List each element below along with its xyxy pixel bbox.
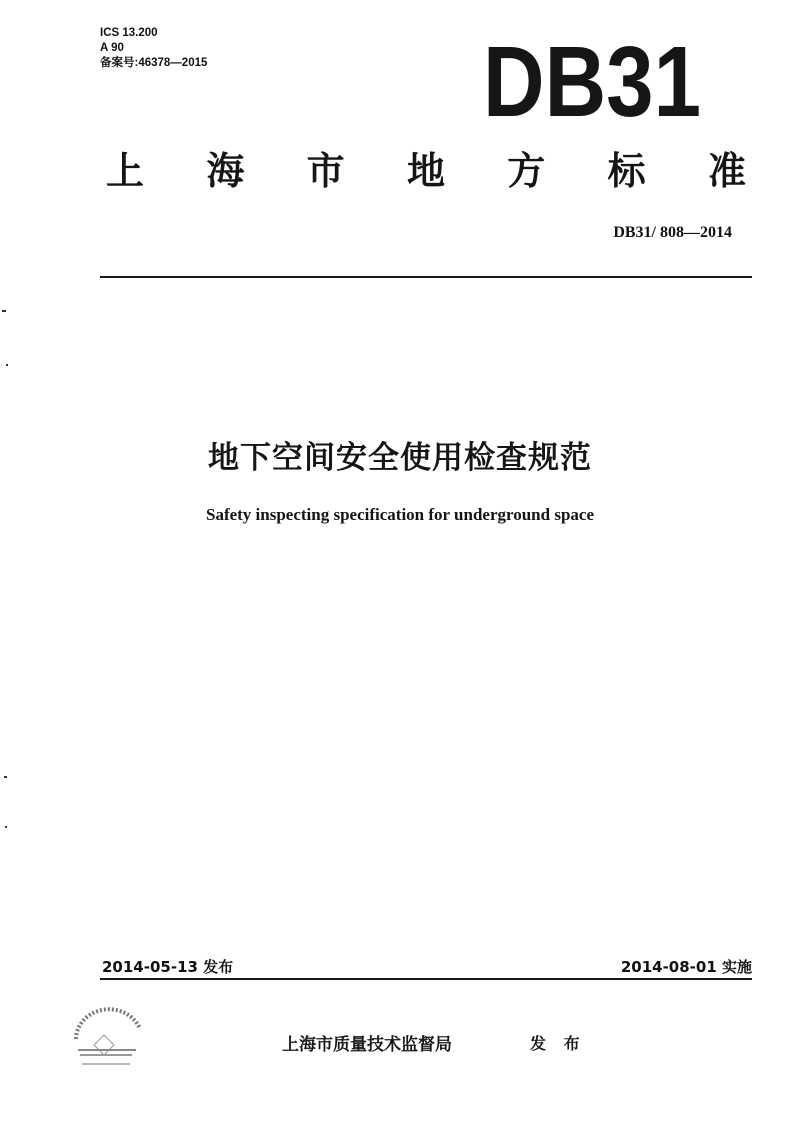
document-title-chinese: 地下空间安全使用检查规范	[208, 440, 592, 476]
scan-speck	[4, 776, 7, 778]
issue-label: 发 布	[530, 1034, 586, 1053]
standard-type-char: 方	[507, 149, 546, 193]
scan-speck	[5, 826, 7, 828]
header-meta	[100, 26, 207, 71]
publish-date: 2014-05-13 发布	[102, 958, 234, 976]
standard-type-char: 准	[707, 149, 746, 193]
standard-type-char: 市	[306, 149, 345, 193]
standard-type-char: 上	[105, 149, 144, 193]
standard-type-char: 标	[607, 149, 646, 193]
standard-type-title	[100, 140, 752, 195]
standard-number: DB31/ 808—2014	[613, 224, 732, 241]
ics-code: ICS 13.200	[100, 27, 158, 39]
registration-stamp	[64, 1005, 154, 1075]
filing-number: 备案号:46378—2015	[100, 57, 208, 69]
issuing-authority: 上海市质量技术监督局	[282, 1035, 452, 1055]
header-divider	[100, 276, 752, 278]
db31-logo	[482, 26, 702, 138]
standard-type-char: 海	[206, 149, 245, 193]
effective-date: 2014-08-01 实施	[620, 958, 752, 976]
classification-code: A 90	[100, 42, 124, 54]
db31-logo-text: DB31	[483, 26, 701, 138]
footer-divider	[100, 978, 752, 980]
scan-speck	[2, 310, 6, 312]
document-title-english: Safety inspecting specification for underground space	[205, 505, 595, 524]
standard-type-char: 地	[406, 149, 445, 193]
scan-speck	[6, 364, 8, 366]
